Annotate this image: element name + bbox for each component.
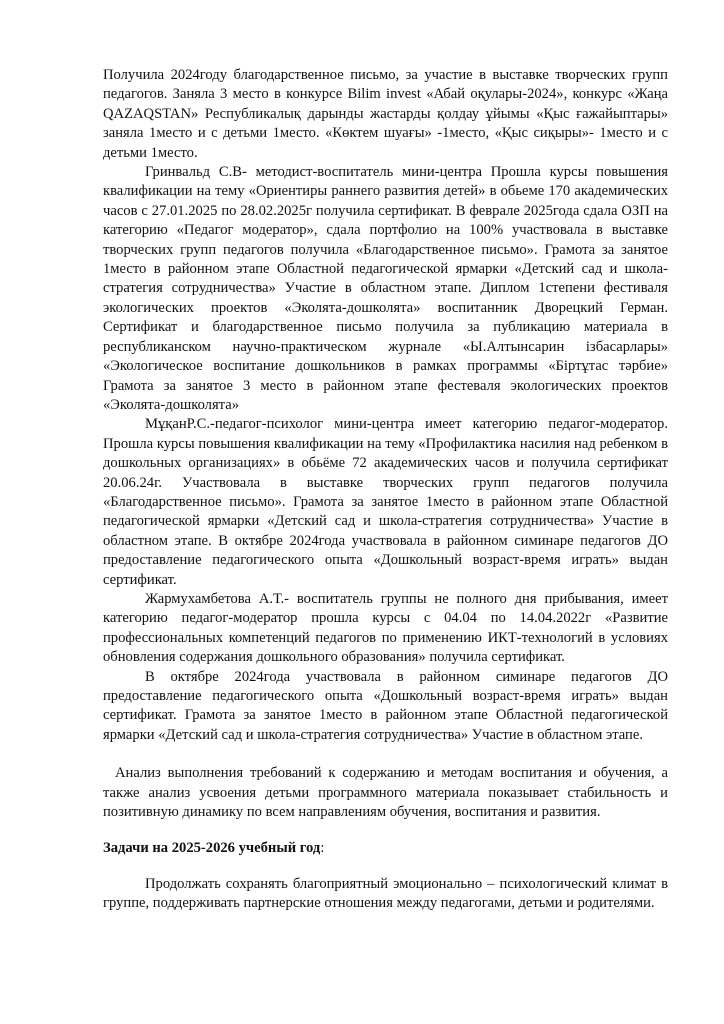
paragraph-tasks: Продолжать сохранять благоприятный эмоционально – психологический климат в группе, поддерживать партнерские отношения между педагогами, детьми и родителями. xyxy=(103,875,668,912)
section-heading xyxy=(103,839,668,858)
section-heading-text: Задачи на 2025-2026 учебный год xyxy=(103,840,321,857)
section-heading-colon: : xyxy=(320,840,325,857)
paragraph-awards-intro: Получила 2024году благодарственное письмо, за участие в выставке творческих групп педагогов. Заняла 3 место в конкурсе Bilim invest «Абай оқулары-2024», конкурс «Жаңа QAZAQSTAN» Республикалық дарынды жастарды қолдау ұйымы «Қыс ғажайыптары» заняла 1место и с детьми 1место. «Көктем шуағы» -1место, «Қыс сиқыры»- 1место и с детьми 1место. xyxy=(103,67,668,161)
paragraph-analysis: Анализ выполнения требований к содержанию и методам воспитания и обучения, а также анализ усвоения детьми программного материала показывает стабильность и позитивную динамику по всем направлениям обучения, воспитания и развития. xyxy=(103,765,668,821)
paragraph-seminar: В октябре 2024года участвовала в районном симинаре педагогов ДО предоставление педагогического опыта «Дошкольный возраст-время играть» выдан сертификат. Грамота за занятое 1место в районном этапе Областной педагогической ярмарки «Детский сад и школа-стратегия сотрудничества» Участие в областном этапе. xyxy=(103,668,668,743)
paragraph-zharmukhambetova: Жармухамбетова А.Т.- воспитатель группы не полного дня прибывания, имеет категорию педагог-модератор прошла курсы с 04.04 по 14.04.2022г «Развитие профессиональных компетенций педагогов по применению ИКТ-технологий в условиях обновления содержания дошкольного образования» получила сертификат. xyxy=(103,590,668,666)
paragraph-mukan: МұқанР.С.-педагог-психолог мини-центра имеет категорию педагог-модератор. Прошла курсы повышения квалификации на тему «Профилактика насилия над ребенком в дошкольных организациях» в обьёме 72 академических часов и получила сертификат 20.06.24г. Участвовала в выставке творческих групп педагогов получила «Благодарственное письмо». Грамота за занятое 1место в районном этапе Областной педагогической ярмарки «Детский сад и школа-стратегия сотрудничества» Участие в областном этапе. В октябре 2024года участвовала в районном симинаре педагогов ДО предоставление педагогического опыта «Дошкольный возраст-время играть» выдан сертификат. xyxy=(103,416,668,588)
paragraph-grinvald: Гринвальд С.В- методист-воспитатель мини-центра Прошла курсы повышения квалификации на тему «Ориентиры раннего развития детей» в обьеме 170 академических часов с 27.01.2025 по 28.02.2025г получила сертификат. В феврале 2025года сдала ОЗП на категорию «Педагог модератор», сдала портфолио на 100% участвовала в выставке творческих групп педагогов получила «Благодарственное письмо». Грамота за занятое 1место в районном этапе Областной педагогической ярмарки «Детский сад и школа-стратегия сотрудничества» Участие в областном этапе. Диплом 1степени фестиваля экологических проектов «Эколята-дошколята» воспитанник Дворецкий Герман. Сертификат и благодарственное письмо получила за публикацию материала в республиканском научно-практическом журнале «Ы.Алтынсарин ізбасарлары» «Экологическое воспитание дошкольников в рамках программы «Біртұтас тәрбие» Грамота за занятое 3 место в районном этапе фестеваля экологических проектов «Эколята-дошколята» xyxy=(103,164,668,413)
